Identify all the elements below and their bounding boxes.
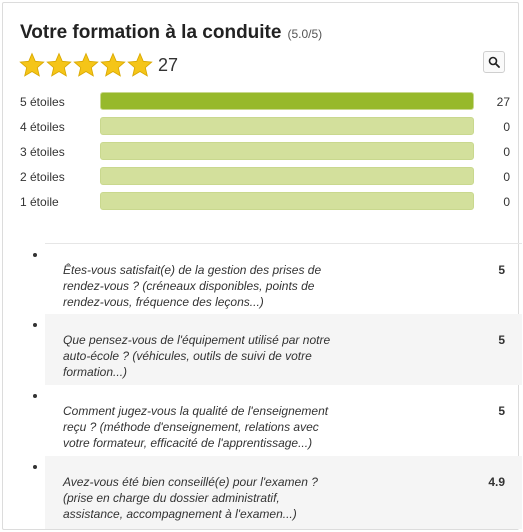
bullet: [33, 394, 37, 398]
distribution-row-4[interactable]: [20, 117, 510, 137]
star-icon: [19, 52, 45, 78]
distribution-count: 0: [503, 120, 510, 134]
star-icon: [46, 52, 72, 78]
question-score: 5: [498, 263, 505, 277]
distribution-label: 2 étoiles: [20, 170, 65, 184]
distribution-bar-fill: [101, 93, 473, 109]
search-button[interactable]: [483, 51, 505, 73]
rating-card: [2, 2, 519, 530]
star-icon: [100, 52, 126, 78]
distribution-row-2[interactable]: [20, 167, 510, 187]
question-score: 5: [498, 333, 505, 347]
question-score: 4.9: [488, 475, 505, 489]
question-text: Êtes-vous satisfait(e) de la gestion des prises de rendez-vous ? (créneaux disponibles, points de rendez-vous, fréquence des leçons...): [63, 263, 322, 309]
star-icon: [73, 52, 99, 78]
distribution-label: 5 étoiles: [20, 95, 65, 109]
bullet: [33, 253, 37, 257]
distribution-bar: [100, 92, 474, 110]
distribution-count: 0: [503, 170, 510, 184]
list-item: [45, 456, 522, 529]
distribution-row-3[interactable]: [20, 142, 510, 162]
score-text: (5.0/5): [287, 27, 323, 41]
list-item: [45, 385, 522, 456]
list-item: [45, 314, 522, 385]
distribution-count: 0: [503, 145, 510, 159]
search-icon: [488, 56, 500, 68]
distribution-count: 0: [503, 195, 510, 209]
distribution-label: 1 étoile: [20, 195, 59, 209]
distribution-row-1[interactable]: [20, 192, 510, 212]
question-score: 5: [498, 404, 505, 418]
distribution-bar: [100, 117, 474, 135]
title-row: [20, 22, 322, 44]
bullet: [33, 323, 37, 327]
page-title: Votre formation à la conduite: [20, 22, 282, 43]
distribution-bar: [100, 142, 474, 160]
stars-row: [19, 52, 178, 78]
question-text: Que pensez-vous de l'équipement utilisé par notre auto-école ? (véhicules, outils de suivi de votre formation...): [63, 333, 331, 379]
question-text: Avez-vous été bien conseillé(e) pour l'examen ? (prise en charge du dossier administratif, assistance, accompagnement à l'examen...): [63, 475, 318, 521]
distribution-count: 27: [496, 95, 510, 109]
distribution-row-5[interactable]: [20, 92, 510, 112]
review-count: 27: [158, 54, 179, 75]
distribution-label: 4 étoiles: [20, 120, 65, 134]
star-icon: [127, 52, 153, 78]
question-text: Comment jugez-vous la qualité de l'enseignement reçu ? (méthode d'enseignement, relations avec votre formateur, efficacité de l'apprentissage...): [63, 404, 329, 450]
distribution-bar: [100, 192, 474, 210]
bullet: [33, 465, 37, 469]
distribution-bar: [100, 167, 474, 185]
distribution-label: 3 étoiles: [20, 145, 65, 159]
list-item: [45, 243, 522, 314]
